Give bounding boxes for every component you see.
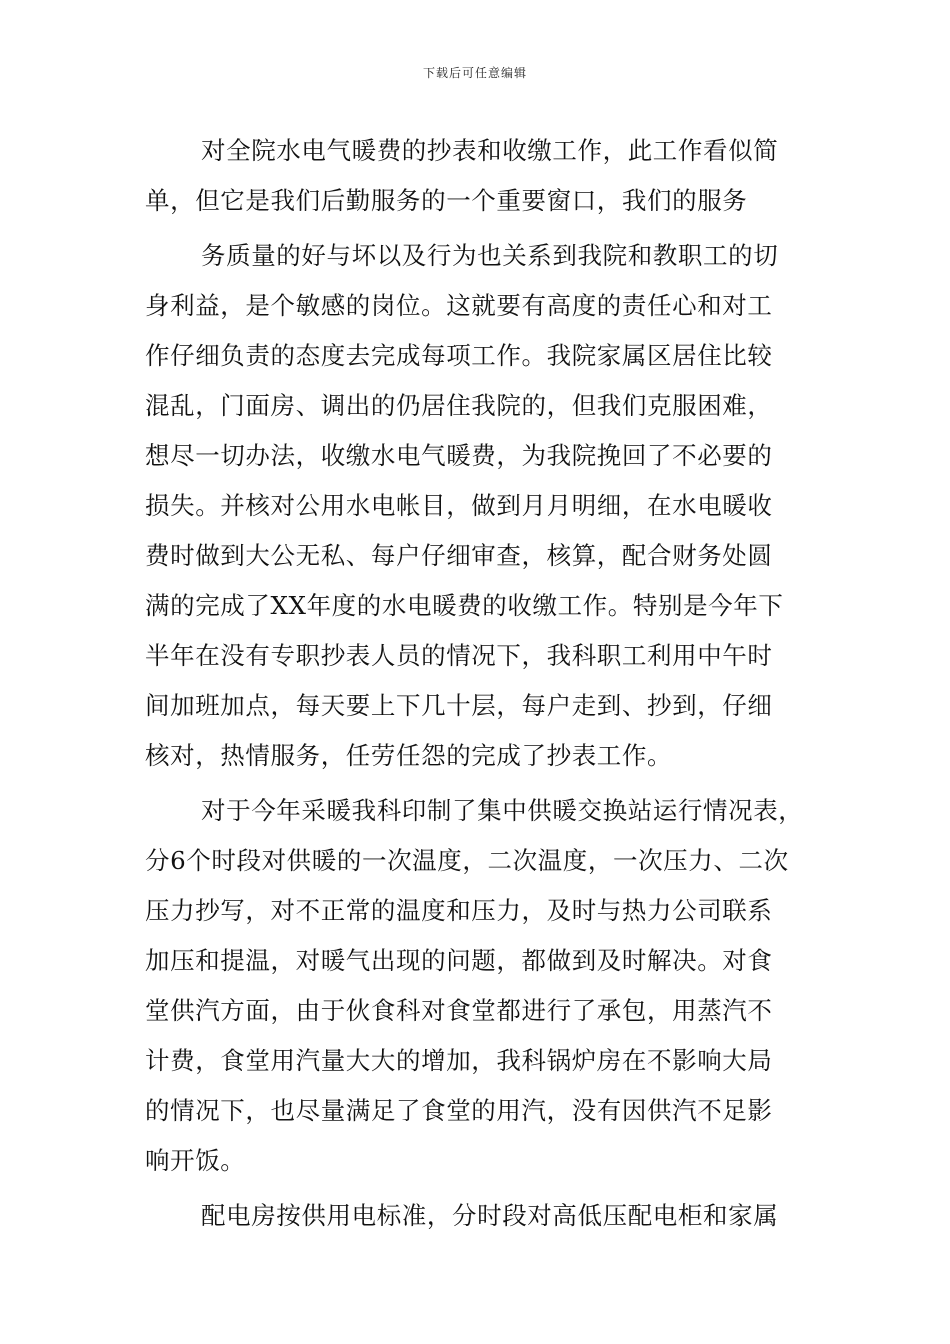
text-line: 的情况下，也尽量满足了食堂的用汽，没有因供汽不足影 bbox=[145, 1096, 773, 1125]
text-line: 半年在没有专职抄表人员的情况下，我科职工利用中午时 bbox=[145, 641, 773, 670]
text-line: 对于今年采暖我科印制了集中供暖交换站运行情况表， bbox=[201, 796, 804, 825]
text-line: 身利益，是个敏感的岗位。这就要有高度的责任心和对工 bbox=[145, 291, 773, 320]
paragraph-2 bbox=[145, 231, 835, 781]
text-line: 加压和提温，对暖气出现的问题，都做到及时解决。对食 bbox=[145, 946, 773, 975]
text-line: 堂供汽方面，由于伙食科对食堂都进行了承包，用蒸汽不 bbox=[145, 996, 773, 1025]
text-line: 作仔细负责的态度去完成每项工作。我院家属区居住比较 bbox=[145, 341, 773, 370]
text-line: 压力抄写，对不正常的温度和压力，及时与热力公司联系 bbox=[145, 896, 773, 925]
paragraph-3 bbox=[145, 786, 835, 1186]
text-line: 单，但它是我们后勤服务的一个重要窗口，我们的服务 bbox=[145, 186, 748, 215]
paragraph-1 bbox=[145, 126, 835, 226]
text-line: 对全院水电气暖费的抄表和收缴工作，此工作看似简 bbox=[201, 136, 779, 165]
text-line: 分6个时段对供暖的一次温度，二次温度，一次压力、二次 bbox=[145, 846, 789, 875]
text-line: 混乱，门面房、调出的仍居住我院的，但我们克服困难， bbox=[145, 391, 773, 420]
text-line: 核对，热情服务，任劳任怨的完成了抄表工作。 bbox=[145, 741, 673, 770]
text-line: 费时做到大公无私、每户仔细审查，核算，配合财务处圆 bbox=[145, 541, 773, 570]
text-line: 计费，食堂用汽量大大的增加，我科锅炉房在不影响大局 bbox=[145, 1046, 773, 1075]
text-line: 间加班加点，每天要上下几十层，每户走到、抄到，仔细 bbox=[145, 691, 773, 720]
text-line: 响开饭。 bbox=[145, 1146, 246, 1175]
text-line: 满的完成了XX年度的水电暖费的收缴工作。特别是今年下 bbox=[145, 591, 784, 620]
paragraph-4 bbox=[145, 1191, 835, 1241]
page-header: 下载后可任意编辑 bbox=[422, 66, 527, 80]
document-body bbox=[145, 126, 835, 1241]
text-line: 务质量的好与坏以及行为也关系到我院和教职工的切 bbox=[201, 241, 779, 270]
text-line: 想尽一切办法，收缴水电气暖费，为我院挽回了不必要的 bbox=[145, 441, 773, 470]
text-line: 配电房按供用电标准，分时段对高低压配电柜和家属 bbox=[201, 1201, 779, 1230]
text-line: 损失。并核对公用水电帐目，做到月月明细，在水电暖收 bbox=[145, 491, 773, 520]
